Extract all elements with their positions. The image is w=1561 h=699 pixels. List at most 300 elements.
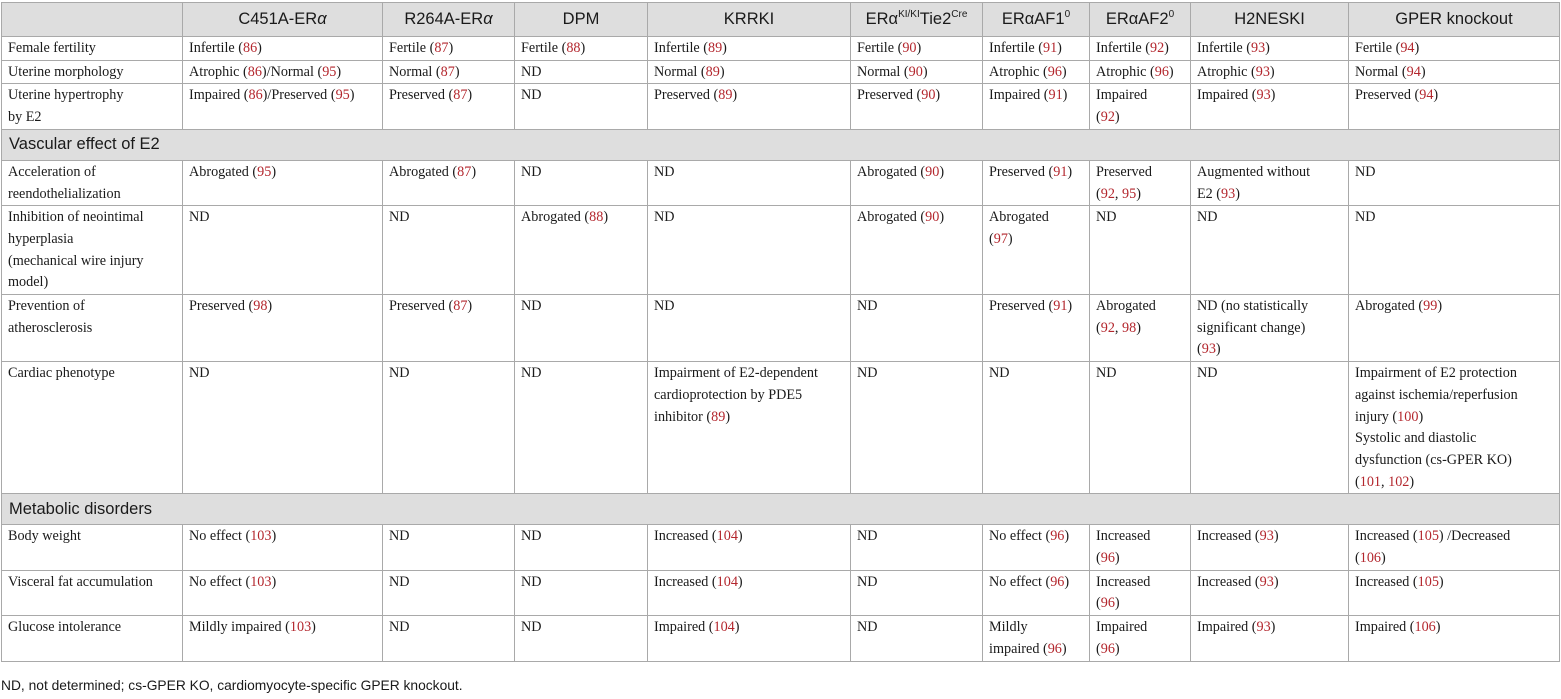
cell-text: , bbox=[1114, 319, 1123, 336]
table-cell bbox=[983, 616, 1090, 661]
cell-text: ( bbox=[1355, 550, 1360, 567]
section-row-vascular bbox=[2, 129, 1560, 160]
row-label: Female fertility bbox=[2, 37, 183, 61]
header-krrki: KRRKI bbox=[648, 3, 851, 37]
row-label: Visceral fat accumulation bbox=[2, 570, 183, 615]
table-cell bbox=[648, 37, 851, 61]
reference-link[interactable]: 103 bbox=[250, 573, 272, 590]
cell-text: Atrophic ( bbox=[989, 63, 1048, 80]
reference-link[interactable]: 89 bbox=[707, 40, 723, 56]
cell-text: ) bbox=[1164, 40, 1169, 56]
row-label: Glucose intolerance bbox=[2, 616, 183, 661]
phenotype-table bbox=[1, 2, 1560, 662]
cell-text: cardioprotection by PDE5 bbox=[654, 386, 803, 403]
table-cell bbox=[515, 206, 648, 295]
cell-text: Atrophic ( bbox=[1096, 63, 1155, 80]
cell-text: Increased bbox=[1096, 573, 1151, 590]
table-cell: ND bbox=[1349, 206, 1560, 295]
cell-text: ( bbox=[1096, 640, 1101, 657]
reference-link[interactable]: 88 bbox=[589, 209, 604, 226]
cell-text: Infertile ( bbox=[189, 40, 243, 56]
cell-text: Impaired ( bbox=[1355, 619, 1415, 636]
table-cell bbox=[1090, 60, 1191, 84]
header-gper: GPER knockout bbox=[1349, 3, 1560, 37]
reference-link[interactable]: 91 bbox=[1042, 40, 1058, 56]
cell-text: Fertile ( bbox=[857, 40, 903, 56]
cell-text: Normal ( bbox=[389, 63, 441, 80]
reference-link[interactable]: 94 bbox=[1406, 63, 1421, 80]
header-r264a-prefix: R264A-ER bbox=[404, 9, 484, 28]
cell-text: ) bbox=[1064, 573, 1070, 590]
cell-text: ) bbox=[1414, 40, 1420, 56]
cell-text: Increased ( bbox=[654, 528, 717, 545]
cell-text: Abrogated ( bbox=[389, 163, 458, 180]
table-cell bbox=[983, 160, 1090, 205]
reference-link[interactable]: 95 bbox=[335, 87, 350, 104]
cell-text: Preserved bbox=[1096, 163, 1152, 180]
reference-link[interactable]: 98 bbox=[253, 298, 268, 315]
table-cell bbox=[983, 295, 1090, 362]
reference-link[interactable]: 95 bbox=[322, 63, 337, 80]
reference-link[interactable]: 93 bbox=[1256, 619, 1271, 636]
cell-text: ) bbox=[1136, 319, 1141, 336]
reference-link[interactable]: 90 bbox=[925, 163, 940, 180]
cell-text: ) bbox=[1435, 619, 1441, 636]
reference-link[interactable]: 87 bbox=[457, 163, 472, 180]
cell-text: ) bbox=[454, 63, 460, 80]
reference-link[interactable]: 95 bbox=[257, 163, 272, 180]
cell-text: ( bbox=[989, 230, 994, 247]
reference-link[interactable]: 93 bbox=[1256, 87, 1271, 104]
cell-text: ) bbox=[1265, 40, 1270, 56]
table-cell bbox=[1090, 84, 1191, 129]
cell-text: ) bbox=[1235, 185, 1240, 202]
reference-link[interactable]: 89 bbox=[718, 87, 733, 104]
cell-text: ) bbox=[1136, 185, 1141, 202]
table-cell bbox=[851, 37, 983, 61]
table-cell bbox=[183, 616, 383, 661]
table-cell bbox=[383, 37, 515, 61]
reference-link[interactable]: 92 bbox=[1100, 109, 1115, 126]
row-label bbox=[2, 295, 183, 362]
table-cell bbox=[1349, 525, 1560, 570]
reference-link[interactable]: 89 bbox=[705, 63, 720, 80]
cell-text: ) bbox=[719, 63, 725, 80]
row-label bbox=[2, 84, 183, 129]
reference-link[interactable]: 102 bbox=[1388, 473, 1410, 490]
cell-text: Mildly impaired ( bbox=[189, 619, 290, 636]
cell-text: ) bbox=[922, 63, 928, 80]
reference-link[interactable]: 89 bbox=[711, 408, 726, 425]
cell-text: Preserved ( bbox=[189, 298, 254, 315]
cell-text: Atrophic ( bbox=[189, 63, 248, 80]
cell-text: ) bbox=[1270, 619, 1276, 636]
cell-text: Impaired ( bbox=[654, 619, 714, 636]
header-row bbox=[2, 3, 1560, 37]
cell-text: Fertile ( bbox=[1355, 40, 1401, 56]
table-cell bbox=[183, 525, 383, 570]
table-cell bbox=[851, 160, 983, 205]
table-cell: ND bbox=[515, 362, 648, 494]
cell-text: Increased ( bbox=[1197, 573, 1260, 590]
table-cell bbox=[983, 60, 1090, 84]
reference-link[interactable]: 98 bbox=[1122, 319, 1137, 336]
table-cell: ND bbox=[983, 362, 1090, 494]
table-cell bbox=[183, 60, 383, 84]
cell-text: ) bbox=[271, 528, 277, 545]
cell-text: ) bbox=[722, 40, 727, 56]
cell-text: ) bbox=[1418, 408, 1424, 425]
table-cell: ND bbox=[1349, 160, 1560, 205]
table-cell bbox=[648, 84, 851, 129]
table-cell: ND bbox=[515, 295, 648, 362]
reference-link[interactable]: 97 bbox=[993, 230, 1008, 247]
reference-link[interactable]: 94 bbox=[1419, 87, 1434, 104]
table-cell bbox=[983, 206, 1090, 295]
reference-link[interactable]: 105 bbox=[1417, 528, 1439, 545]
cell-text: ) bbox=[737, 573, 743, 590]
cell-text: ) bbox=[734, 619, 740, 636]
reference-link[interactable]: 95 bbox=[1122, 185, 1137, 202]
cell-text: ( bbox=[1096, 109, 1101, 126]
cell-text: No effect ( bbox=[189, 528, 251, 545]
cell-text: ) bbox=[1420, 63, 1426, 80]
cell-text: ) bbox=[1064, 528, 1070, 545]
table-cell bbox=[1349, 295, 1560, 362]
cell-text: ) bbox=[1061, 640, 1067, 657]
table-cell bbox=[183, 295, 383, 362]
cell-text: ) bbox=[1273, 528, 1279, 545]
row-label bbox=[2, 160, 183, 205]
table-cell bbox=[1191, 295, 1349, 362]
row-label-line: atherosclerosis bbox=[8, 319, 93, 336]
table-row bbox=[2, 37, 1560, 61]
table-cell: ND bbox=[851, 525, 983, 570]
cell-text: Impaired ( bbox=[1197, 619, 1257, 636]
reference-link[interactable]: 86 bbox=[248, 87, 263, 104]
cell-text: Preserved ( bbox=[989, 298, 1054, 315]
reference-link[interactable]: 96 bbox=[1100, 640, 1115, 657]
cell-text: ) bbox=[603, 209, 609, 226]
reference-link[interactable]: 96 bbox=[1047, 640, 1062, 657]
row-label: Cardiac phenotype bbox=[2, 362, 183, 494]
table-row bbox=[2, 295, 1560, 362]
cell-text: No effect ( bbox=[989, 573, 1051, 590]
table-cell bbox=[183, 37, 383, 61]
table-cell bbox=[983, 570, 1090, 615]
cell-text: , bbox=[1114, 185, 1123, 202]
cell-text: Preserved ( bbox=[1355, 87, 1420, 104]
cell-text: Abrogated ( bbox=[189, 163, 258, 180]
table-cell bbox=[1191, 525, 1349, 570]
cell-text: ) bbox=[1409, 473, 1415, 490]
cell-text: ) bbox=[1067, 298, 1073, 315]
cell-text: Infertile ( bbox=[1096, 40, 1150, 56]
reference-link[interactable]: 96 bbox=[1154, 63, 1169, 80]
cell-text: ) bbox=[939, 209, 945, 226]
reference-link[interactable]: 87 bbox=[440, 63, 455, 80]
cell-text: ) bbox=[1273, 573, 1279, 590]
reference-link[interactable]: 104 bbox=[713, 619, 735, 636]
table-cell bbox=[983, 37, 1090, 61]
reference-link[interactable]: 93 bbox=[1259, 573, 1274, 590]
cell-text: Impaired ( bbox=[989, 87, 1049, 104]
reference-link[interactable]: 103 bbox=[250, 528, 272, 545]
table-cell bbox=[1090, 616, 1191, 661]
reference-link[interactable]: 100 bbox=[1397, 408, 1419, 425]
table-cell bbox=[383, 84, 515, 129]
cell-text: Impaired bbox=[1096, 619, 1148, 636]
phenotype-table-container bbox=[1, 2, 1560, 662]
cell-text: ) bbox=[1433, 87, 1439, 104]
cell-text: ) bbox=[311, 619, 316, 636]
reference-link[interactable]: 93 bbox=[1255, 63, 1270, 80]
cell-text: Abrogated bbox=[1096, 298, 1156, 315]
header-af1 bbox=[983, 3, 1090, 37]
table-cell bbox=[648, 60, 851, 84]
reference-link[interactable]: 86 bbox=[242, 40, 258, 56]
cell-text: ) bbox=[939, 163, 945, 180]
table-row bbox=[2, 362, 1560, 494]
table-cell bbox=[648, 616, 851, 661]
table-cell bbox=[383, 160, 515, 205]
reference-link[interactable]: 87 bbox=[453, 298, 468, 315]
table-cell: ND bbox=[515, 160, 648, 205]
cell-text: ) bbox=[1114, 595, 1120, 612]
cell-text: ) bbox=[471, 163, 477, 180]
cell-text: ( bbox=[1096, 319, 1101, 336]
reference-link[interactable]: 87 bbox=[434, 40, 449, 56]
table-cell bbox=[383, 295, 515, 362]
table-cell: ND bbox=[515, 616, 648, 661]
table-row bbox=[2, 160, 1560, 205]
reference-link[interactable]: 87 bbox=[453, 87, 468, 104]
reference-link[interactable]: 106 bbox=[1359, 550, 1382, 567]
reference-link[interactable]: 106 bbox=[1414, 619, 1436, 636]
cell-text: ( bbox=[1096, 595, 1101, 612]
cell-text: ) bbox=[448, 40, 454, 56]
table-cell bbox=[1090, 295, 1191, 362]
row-label-line: reendothelialization bbox=[8, 185, 121, 202]
cell-text: )/Normal ( bbox=[261, 63, 323, 80]
reference-link[interactable]: 96 bbox=[1050, 528, 1065, 545]
cell-text: ) bbox=[1057, 40, 1062, 56]
table-cell: ND bbox=[1090, 362, 1191, 494]
header-tie2-sup1: KI/KI bbox=[898, 8, 920, 20]
reference-link[interactable]: 96 bbox=[1050, 573, 1065, 590]
cell-text: Systolic and diastolic bbox=[1355, 430, 1477, 447]
cell-text: ) bbox=[1215, 341, 1221, 358]
cell-text: Mildly bbox=[989, 619, 1028, 636]
cell-text: Increased ( bbox=[654, 573, 717, 590]
table-cell: ND bbox=[383, 570, 515, 615]
table-cell: ND bbox=[383, 525, 515, 570]
cell-text: ( bbox=[1197, 341, 1202, 358]
cell-text: No effect ( bbox=[989, 528, 1051, 545]
table-cell bbox=[1090, 570, 1191, 615]
cell-text: ) bbox=[1437, 298, 1443, 315]
table-row bbox=[2, 60, 1560, 84]
cell-text: Impairment of E2 protection bbox=[1355, 365, 1517, 382]
reference-link[interactable]: 90 bbox=[908, 63, 923, 80]
header-af2-sup: 0 bbox=[1168, 8, 1175, 20]
reference-link[interactable]: 91 bbox=[1053, 163, 1068, 180]
table-cell: ND bbox=[383, 616, 515, 661]
table-cell: ND bbox=[1090, 206, 1191, 295]
table-cell: ND bbox=[515, 84, 648, 129]
cell-text: Abrogated ( bbox=[1355, 298, 1424, 315]
table-cell bbox=[183, 84, 383, 129]
cell-text: )/Preserved ( bbox=[262, 87, 336, 104]
table-cell: ND bbox=[648, 295, 851, 362]
reference-link[interactable]: 101 bbox=[1359, 473, 1382, 490]
reference-link[interactable]: 92 bbox=[1100, 185, 1115, 202]
cell-text: ( bbox=[1355, 473, 1360, 490]
table-cell: ND bbox=[851, 295, 983, 362]
cell-text: ) bbox=[467, 87, 473, 104]
table-cell bbox=[1090, 37, 1191, 61]
cell-text: ) bbox=[349, 87, 355, 104]
cell-text: ) bbox=[1061, 63, 1067, 80]
reference-link[interactable]: 96 bbox=[1100, 595, 1115, 612]
reference-link[interactable]: 105 bbox=[1417, 573, 1439, 590]
cell-text: Preserved ( bbox=[389, 87, 454, 104]
cell-text: ( bbox=[1096, 550, 1101, 567]
table-cell bbox=[1349, 570, 1560, 615]
table-cell bbox=[1090, 525, 1191, 570]
cell-text: Augmented without bbox=[1197, 163, 1311, 180]
row-label-line: Prevention of bbox=[8, 298, 85, 315]
reference-link[interactable]: 91 bbox=[1053, 298, 1068, 315]
table-cell bbox=[1349, 616, 1560, 661]
header-tie2-sup2: Cre bbox=[951, 8, 968, 20]
table-cell bbox=[648, 570, 851, 615]
header-c451a-prefix: C451A-ER bbox=[238, 9, 318, 28]
cell-text: ) bbox=[1381, 550, 1386, 567]
reference-link[interactable]: 90 bbox=[902, 40, 917, 56]
reference-link[interactable]: 90 bbox=[921, 87, 936, 104]
table-cell bbox=[1349, 60, 1560, 84]
reference-link[interactable]: 86 bbox=[247, 63, 262, 80]
cell-text: Abrogated bbox=[989, 209, 1049, 226]
reference-link[interactable]: 93 bbox=[1250, 40, 1266, 56]
cell-text: ( bbox=[1096, 185, 1101, 202]
cell-text: Infertile ( bbox=[989, 40, 1043, 56]
cell-text: ) bbox=[935, 87, 941, 104]
cell-text: Atrophic ( bbox=[1197, 63, 1256, 80]
table-cell: ND bbox=[183, 206, 383, 295]
cell-text: E2 ( bbox=[1197, 185, 1222, 202]
reference-link[interactable]: 103 bbox=[289, 619, 312, 636]
reference-link[interactable]: 96 bbox=[1100, 550, 1115, 567]
cell-text: ) bbox=[732, 87, 738, 104]
cell-text: ) bbox=[1114, 640, 1120, 657]
table-cell: ND bbox=[851, 570, 983, 615]
table-cell: ND bbox=[851, 362, 983, 494]
cell-text: Preserved ( bbox=[857, 87, 922, 104]
table-cell bbox=[1349, 362, 1560, 494]
cell-text: injury ( bbox=[1355, 408, 1398, 425]
header-tie2-mid: Tie2 bbox=[919, 9, 952, 28]
cell-text: dysfunction (cs-GPER KO) bbox=[1355, 451, 1512, 468]
table-cell bbox=[383, 60, 515, 84]
reference-link[interactable]: 96 bbox=[1047, 63, 1062, 80]
table-footnote: ND, not determined; cs-GPER KO, cardiomyocyte-specific GPER knockout. bbox=[1, 678, 463, 693]
header-r264a-alpha: α bbox=[483, 9, 493, 28]
section-title: Metabolic disorders bbox=[2, 494, 1560, 525]
cell-text: Impaired bbox=[1096, 87, 1148, 104]
cell-text: Fertile ( bbox=[521, 40, 567, 56]
cell-text: Normal ( bbox=[654, 63, 706, 80]
cell-text: ) bbox=[271, 163, 277, 180]
row-label: Body weight bbox=[2, 525, 183, 570]
reference-link[interactable]: 92 bbox=[1100, 319, 1115, 336]
reference-link[interactable]: 91 bbox=[1048, 87, 1063, 104]
row-label-line: Uterine hypertrophy bbox=[8, 87, 124, 104]
table-cell bbox=[1349, 37, 1560, 61]
cell-text: ) bbox=[1114, 109, 1120, 126]
table-cell bbox=[851, 60, 983, 84]
table-cell bbox=[1349, 84, 1560, 129]
cell-text: Normal ( bbox=[857, 63, 909, 80]
reference-link[interactable]: 88 bbox=[566, 40, 581, 56]
table-row bbox=[2, 206, 1560, 295]
cell-text: ) bbox=[467, 298, 473, 315]
reference-link[interactable]: 93 bbox=[1259, 528, 1274, 545]
cell-text: Preserved ( bbox=[989, 163, 1054, 180]
reference-link[interactable]: 104 bbox=[716, 528, 738, 545]
section-row-metabolic bbox=[2, 494, 1560, 525]
header-tie2-base: ERα bbox=[865, 9, 899, 28]
table-cell bbox=[851, 84, 983, 129]
table-cell: ND bbox=[851, 616, 983, 661]
cell-text: ) bbox=[267, 298, 273, 315]
header-af2-base: ERαAF2 bbox=[1105, 9, 1169, 28]
reference-link[interactable]: 94 bbox=[1400, 40, 1415, 56]
table-cell bbox=[983, 84, 1090, 129]
reference-link[interactable]: 93 bbox=[1221, 185, 1236, 202]
cell-text: Abrogated ( bbox=[521, 209, 590, 226]
cell-text: ) bbox=[1114, 550, 1120, 567]
reference-link[interactable]: 90 bbox=[925, 209, 940, 226]
cell-text: significant change) bbox=[1197, 319, 1306, 336]
header-h2neski: H2NESKI bbox=[1191, 3, 1349, 37]
cell-text: Increased ( bbox=[1197, 528, 1260, 545]
reference-link[interactable]: 92 bbox=[1149, 40, 1165, 56]
cell-text: ) /Decreased bbox=[1438, 528, 1511, 545]
header-af2 bbox=[1090, 3, 1191, 37]
row-label-line: (mechanical wire injury bbox=[8, 252, 144, 269]
cell-text: Infertile ( bbox=[654, 40, 708, 56]
table-cell: ND bbox=[383, 362, 515, 494]
reference-link[interactable]: 99 bbox=[1423, 298, 1438, 315]
table-cell bbox=[1191, 84, 1349, 129]
cell-text: ) bbox=[916, 40, 922, 56]
table-row bbox=[2, 570, 1560, 615]
reference-link[interactable]: 104 bbox=[716, 573, 738, 590]
reference-link[interactable]: 93 bbox=[1201, 341, 1216, 358]
table-cell: ND bbox=[648, 206, 851, 295]
cell-text: Impaired ( bbox=[189, 87, 249, 104]
table-cell: ND bbox=[383, 206, 515, 295]
table-cell bbox=[1191, 570, 1349, 615]
table-cell bbox=[983, 525, 1090, 570]
table-cell bbox=[183, 570, 383, 615]
table-cell bbox=[648, 362, 851, 494]
header-af1-sup: 0 bbox=[1064, 8, 1071, 20]
table-cell: ND bbox=[1191, 362, 1349, 494]
cell-text: Preserved ( bbox=[389, 298, 454, 315]
